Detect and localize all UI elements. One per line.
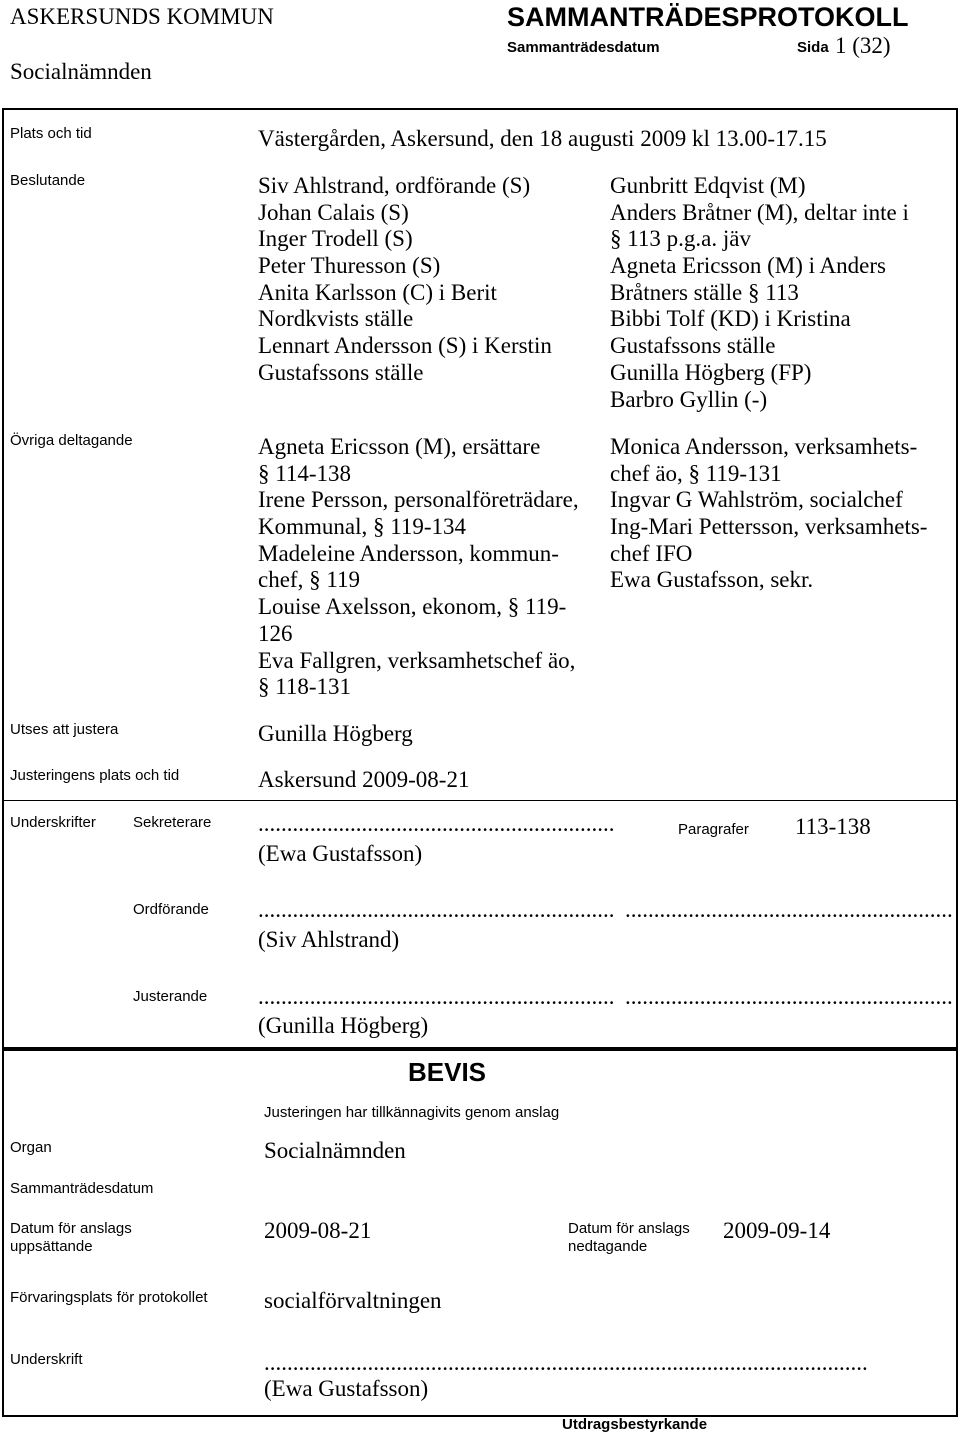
other-participant: Ing-Mari Pettersson, verksamhets- bbox=[610, 514, 928, 540]
removed-date-label-2: nedtagande bbox=[568, 1238, 648, 1255]
other-participant: Agneta Ericsson (M), ersättare bbox=[258, 434, 541, 459]
board-name: Socialnämnden bbox=[10, 59, 152, 84]
deciding-label: Beslutande bbox=[10, 172, 86, 189]
other-participant: Irene Persson, personalföreträdare, bbox=[258, 487, 579, 513]
deciding-member: Inger Trodell (S) bbox=[258, 226, 413, 252]
adjuster-signature-line-2: ......................................................... bbox=[625, 984, 953, 1009]
deciding-member: Nordkvists ställe bbox=[258, 306, 414, 332]
secretary-label: Sekreterare bbox=[133, 814, 212, 831]
storage-value: socialförvaltningen bbox=[264, 1288, 442, 1313]
page-label: Sida bbox=[797, 39, 829, 56]
signature-label: Underskrift bbox=[10, 1351, 83, 1368]
deciding-member: Agneta Ericsson (M) i Anders bbox=[610, 253, 886, 279]
deciding-member: Bibbi Tolf (KD) i Kristina bbox=[610, 306, 851, 332]
deciding-member: Anita Karlsson (C) i Berit bbox=[258, 279, 497, 305]
storage-label: Förvaringsplats för protokollet bbox=[10, 1289, 208, 1306]
signatures-label: Underskrifter bbox=[10, 814, 96, 831]
chair-signature-line: .............................................................. bbox=[258, 897, 615, 922]
box-top-border bbox=[2, 108, 958, 110]
removed-date-value: 2009-09-14 bbox=[723, 1218, 831, 1243]
box-bottom-border bbox=[2, 1415, 958, 1417]
other-participant: chef, § 119 bbox=[258, 567, 360, 593]
page-number: 1 (32) bbox=[835, 33, 891, 58]
box-right-border bbox=[956, 108, 958, 1417]
deciding-member: Barbro Gyllin (-) bbox=[610, 386, 768, 412]
other-participant: Ewa Gustafsson, sekr. bbox=[610, 567, 814, 593]
deciding-members-left bbox=[258, 173, 552, 387]
other-participant: chef äo, § 119-131 bbox=[610, 460, 782, 486]
posted-date-value: 2009-08-21 bbox=[264, 1218, 372, 1243]
deciding-member: Siv Ahlstrand, ordförande (S) bbox=[258, 173, 531, 198]
other-participant: Louise Axelsson, ekonom, § 119- bbox=[258, 594, 567, 620]
chair-signature-line-2: ......................................................... bbox=[625, 897, 953, 922]
adjuster-label: Utses att justera bbox=[10, 721, 119, 738]
adjustment-place-value: Askersund 2009-08-21 bbox=[258, 767, 470, 792]
deciding-member: § 113 p.g.a. jäv bbox=[610, 226, 751, 252]
organ-label: Organ bbox=[10, 1139, 52, 1156]
other-participant: Kommunal, § 119-134 bbox=[258, 514, 467, 540]
other-participant: Eva Fallgren, verksamhetschef äo, bbox=[258, 647, 576, 673]
paragraphs-value: 113-138 bbox=[795, 814, 871, 839]
organ-value: Socialnämnden bbox=[264, 1138, 406, 1163]
certificate-signature-name: (Ewa Gustafsson) bbox=[264, 1376, 429, 1401]
box-left-border bbox=[2, 108, 4, 1417]
other-participants-right bbox=[610, 434, 927, 594]
chair-name: (Siv Ahlstrand) bbox=[258, 927, 400, 952]
other-participants-label: Övriga deltagande bbox=[10, 432, 133, 449]
removed-date-label: Datum för anslags bbox=[568, 1220, 690, 1237]
adjuster-signature-label: Justerande bbox=[133, 988, 208, 1005]
municipality-name: ASKERSUNDS KOMMUN bbox=[10, 4, 274, 29]
adjuster-name: (Gunilla Högberg) bbox=[258, 1013, 429, 1038]
secretary-signature-line: .............................................................. bbox=[258, 811, 615, 836]
deciding-member: Gunbritt Edqvist (M) bbox=[610, 173, 806, 198]
place-time-label: Plats och tid bbox=[10, 125, 92, 142]
secretary-name: (Ewa Gustafsson) bbox=[258, 841, 423, 866]
certificate-intro: Justeringen har tillkännagivits genom anslag bbox=[264, 1104, 560, 1121]
certified-extract-label: Utdragsbestyrkande bbox=[562, 1416, 708, 1433]
other-participant: Madeleine Andersson, kommun- bbox=[258, 540, 559, 566]
other-participant: § 114-138 bbox=[258, 460, 352, 486]
deciding-member: Gunilla Högberg (FP) bbox=[610, 359, 812, 385]
adjuster-signature-line: .............................................................. bbox=[258, 984, 615, 1009]
deciding-member: Peter Thuresson (S) bbox=[258, 253, 441, 279]
posted-date-label-2: uppsättande bbox=[10, 1238, 93, 1255]
deciding-member: Johan Calais (S) bbox=[258, 199, 409, 225]
certificate-title: BEVIS bbox=[408, 1057, 487, 1087]
section-divider bbox=[2, 800, 958, 801]
place-time-value: Västergården, Askersund, den 18 augusti 2009 kl 13.00-17.15 bbox=[258, 126, 827, 151]
other-participant: § 118-131 bbox=[258, 674, 352, 700]
other-participants-left bbox=[258, 434, 579, 701]
paragraphs-label: Paragrafer bbox=[678, 821, 749, 838]
other-participant: 126 bbox=[258, 620, 293, 646]
chair-label: Ordförande bbox=[133, 901, 209, 918]
meeting-date-label: Sammanträdesdatum bbox=[507, 39, 660, 56]
posted-date-label: Datum för anslags bbox=[10, 1220, 132, 1237]
other-participant: Monica Andersson, verksamhets- bbox=[610, 434, 918, 459]
deciding-member: Gustafssons ställe bbox=[610, 333, 776, 359]
other-participant: chef IFO bbox=[610, 540, 693, 566]
certificate-signature-line: ......................................................................................................... bbox=[264, 1350, 868, 1375]
certificate-divider bbox=[2, 1047, 958, 1051]
deciding-member: Gustafssons ställe bbox=[258, 359, 424, 385]
deciding-member: Lennart Andersson (S) i Kerstin bbox=[258, 333, 552, 359]
deciding-member: Bråtners ställe § 113 bbox=[610, 279, 799, 305]
deciding-member: Anders Bråtner (M), deltar inte i bbox=[610, 199, 909, 225]
other-participant: Ingvar G Wahlström, socialchef bbox=[610, 487, 903, 513]
certificate-meeting-date-label: Sammanträdesdatum bbox=[10, 1180, 154, 1197]
document-title: SAMMANTRÄDESPROTOKOLL bbox=[507, 2, 909, 32]
adjustment-place-label: Justeringens plats och tid bbox=[10, 767, 180, 784]
deciding-members-right bbox=[610, 173, 909, 413]
adjuster-value: Gunilla Högberg bbox=[258, 721, 413, 746]
